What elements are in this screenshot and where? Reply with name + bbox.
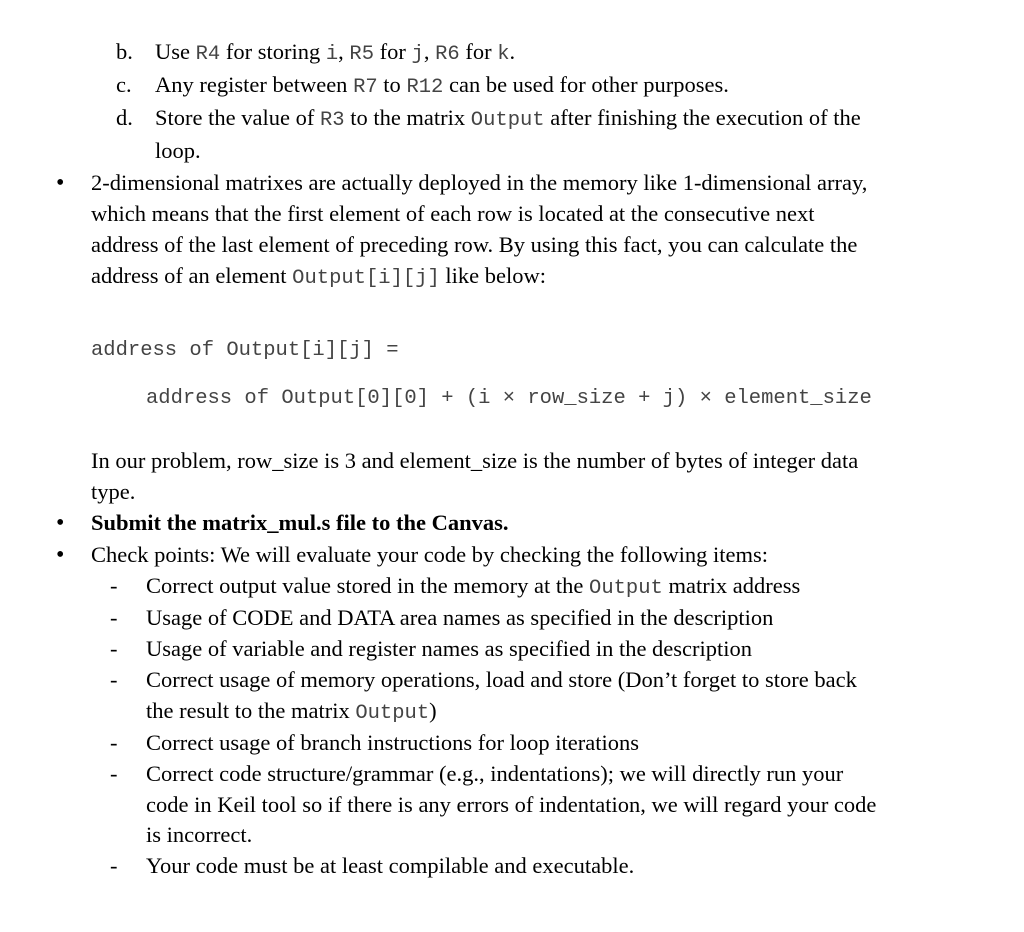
dash-marker: - [110,636,118,661]
inline-code: j [411,43,424,66]
sub-item-letter: c. [116,72,132,97]
dash-marker: - [110,667,118,692]
inline-code: Output [355,702,430,725]
text: like below: [439,263,547,288]
text: can be used for other purposes. [443,72,729,97]
text: , [423,39,436,64]
text: address of an element [91,263,293,288]
checkpoint-item-cont: code in Keil tool so if there is any errors of indentation, we will regard your code [146,792,877,817]
submit-instruction [91,508,509,539]
checkpoint-item: Usage of CODE and DATA area names as specified in the description [146,605,774,630]
text: for storing [220,39,326,64]
sub-item-letter: d. [116,105,133,130]
bullet-icon: • [56,542,65,568]
bullet-line [91,261,546,295]
text: Store the value of [155,105,320,130]
inline-code: k [497,43,510,66]
checkpoint-item-cont [146,696,437,730]
checkpoint-item: Usage of variable and register names as specified in the description [146,636,753,661]
inline-code: Output [470,109,545,132]
inline-code: i [325,43,339,66]
dash-marker: - [110,761,118,786]
sub-item-letter: b. [116,39,133,64]
dash-marker: - [110,573,118,598]
text: to [377,72,407,97]
text: after finishing the execution of the [544,105,861,130]
inline-code: R5 [349,43,375,66]
bullet-line: which means that the first element of each row is located at the consecutive next [91,201,815,226]
text: matrix address [662,573,801,598]
inline-code: Output[i][j] [292,267,440,290]
text: ) [429,698,437,723]
paragraph-line: In our problem, row_size is 3 and element_size is the number of bytes of integer data [91,448,859,473]
checkpoint-item: Correct usage of branch instructions for loop iterations [146,730,639,755]
sub-item-text [155,103,861,137]
text: Correct output value stored in the memory at the [146,573,590,598]
inline-code: R12 [406,76,444,99]
text: the result to the matrix [146,698,356,723]
inline-code: R6 [435,43,460,66]
inline-code: R7 [353,76,378,99]
text: for [459,39,498,64]
formula-line-2: address of Output[0][0] + (i × row_size + j) × element_size [146,387,872,410]
text: Any register between [155,72,354,97]
inline-code: Output [589,577,663,600]
dash-marker: - [110,605,118,630]
bullet-line: 2-dimensional matrixes are actually deployed in the memory like 1-dimensional array, [91,170,868,195]
text: for [374,39,412,64]
checkpoint-item [146,571,800,605]
bullet-icon: • [56,170,65,196]
bullet-icon: • [56,510,65,536]
sub-item-text [155,37,515,71]
text: Use [155,39,196,64]
inline-code: R4 [195,43,221,66]
paragraph-line: type. [91,479,136,504]
checkpoint-item: Your code must be at least compilable and executable. [146,853,635,878]
text: to the matrix [344,105,471,130]
bullet-line: address of the last element of preceding row. By using this fact, you can calculate the [91,232,858,257]
text: . [509,39,516,64]
checkpoint-item: Correct code structure/grammar (e.g., indentations); we will directly run your [146,761,844,786]
bold-text: Submit the matrix_mul.s file to the Canvas. [91,510,509,535]
sub-item-text-cont: loop. [155,138,201,163]
dash-marker: - [110,730,118,755]
sub-item-text [155,70,729,104]
checkpoints-intro: Check points: We will evaluate your code by checking the following items: [91,542,768,567]
dash-marker: - [110,853,118,878]
checkpoint-item-cont: is incorrect. [146,822,253,847]
checkpoint-item: Correct usage of memory operations, load and store (Don’t forget to store back [146,667,857,692]
text: , [338,39,350,64]
formula-line-1: address of Output[i][j] = [91,339,399,362]
inline-code: R3 [319,109,345,132]
